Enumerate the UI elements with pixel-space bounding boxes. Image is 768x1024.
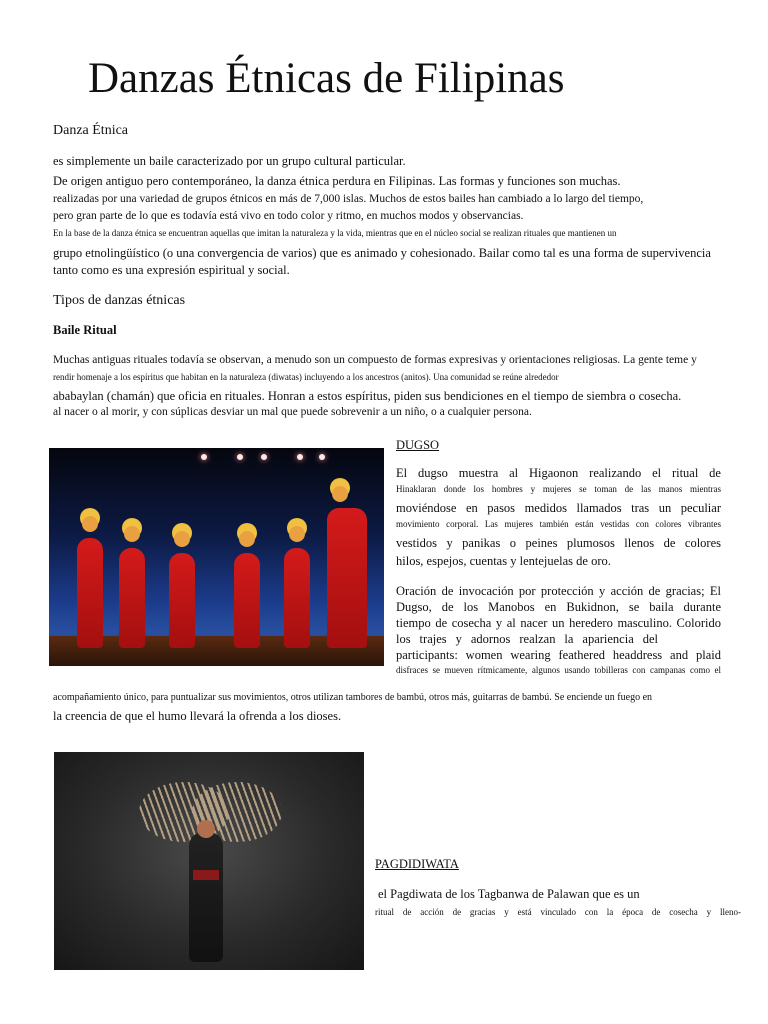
dugso-line: los trajes y adornos realzan la apariencia del bbox=[396, 632, 658, 646]
pagdidiwata-line: ritual de acción de gracias y está vinculado con la época de cosecha y lleno- bbox=[375, 907, 741, 917]
dugso-wide-line: la creencia de que el humo llevará la ofrenda a los dioses. bbox=[53, 709, 342, 723]
page-title: Danzas Étnicas de Filipinas bbox=[88, 55, 565, 102]
dugso-line: disfraces se mueven rítmicamente, algunos usando tobilleras con campanas como el bbox=[396, 665, 721, 675]
dancer bbox=[284, 548, 310, 648]
dancer bbox=[119, 548, 145, 648]
dugso-line: moviéndose en pasos medidos llamados tras un peculiar bbox=[396, 501, 721, 515]
dugso-line: movimiento corporal. Las mujeres también están vestidas con colores vibrantes bbox=[396, 519, 721, 529]
dugso-line: hilos, espejos, cuentas y lentejuelas de oro. bbox=[396, 554, 611, 568]
intro-line: De origen antiguo pero contemporáneo, la danza étnica perdura en Filipinas. Las formas y funciones son muchas. bbox=[53, 174, 621, 188]
intro-line: pero gran parte de lo que es todavía está vivo en todo color y ritmo, en muchos modos y observancias. bbox=[53, 210, 524, 222]
ritual-heading: Baile Ritual bbox=[53, 323, 117, 337]
dugso-wide-line: acompañamiento único, para puntualizar sus movimientos, otros utilizan tambores de bambú, otros más, guitarras de bambú. Se enciende un fuego en bbox=[53, 692, 653, 703]
stage-light bbox=[261, 454, 267, 460]
intro-line: tanto como es una expresión espiritual y social. bbox=[53, 263, 290, 277]
intro-line: grupo etnolingüístico (o una convergencia de varios) que es animado y cohesionado. Bailar como tal es una forma de supervivencia bbox=[53, 246, 711, 260]
ritual-line: al nacer o al morir, y con súplicas desviar un mal que puede sobrevenir a un niño, o a cualquier persona. bbox=[53, 406, 532, 418]
dugso-line: participants: women wearing feathered headdress and plaid bbox=[396, 648, 721, 662]
dancer bbox=[169, 553, 195, 648]
pagdidiwata-photo bbox=[54, 752, 364, 970]
dugso-photo bbox=[49, 448, 384, 666]
dancer-sash bbox=[193, 870, 219, 880]
dugso-line: vestidos y panikas o peines plumosos llenos de colores bbox=[396, 536, 721, 550]
pagdidiwata-line: el Pagdiwata de los Tagbanwa de Palawan que es un bbox=[378, 887, 640, 901]
intro-line: En la base de la danza étnica se encuentran aquellas que imitan la naturaleza y la vida, mientras que en el núcleo social se realizan rituales que mantienen un bbox=[53, 228, 617, 238]
section-heading-danza-etnica: Danza Étnica bbox=[53, 123, 129, 138]
dancer-figure bbox=[189, 832, 223, 962]
dancer-head bbox=[197, 820, 215, 838]
stage-light bbox=[319, 454, 325, 460]
stage-light bbox=[297, 454, 303, 460]
ritual-line: ababaylan (chamán) que oficia en rituales. Honran a estos espíritus, piden sus bendiciones en el tiempo de siembra o cosecha. bbox=[53, 389, 682, 403]
ritual-line: rendir homenaje a los espíritus que habitan en la naturaleza (diwatas) incluyendo a los ancestros (anitos). Una comunidad se reúne alrededor bbox=[53, 372, 559, 382]
dugso-line: Hinaklaran donde los hombres y mujeres se toman de las manos mientras bbox=[396, 484, 721, 494]
dancer bbox=[327, 508, 367, 648]
dugso-paragraph-2 bbox=[396, 583, 721, 676]
dugso-line: tiempo de cosecha y al nacer un heredero masculino. Colorido bbox=[396, 616, 721, 630]
dugso-heading: DUGSO bbox=[396, 438, 440, 452]
intro-line: realizadas por una variedad de grupos étnicos en más de 7,000 islas. Muchos de estos bailes han cambiado a lo largo del tiempo, bbox=[53, 193, 644, 205]
dugso-line: El dugso muestra al Higaonon realizando el ritual de bbox=[396, 466, 721, 480]
stage-light bbox=[201, 454, 207, 460]
dancer bbox=[234, 553, 260, 648]
dancer bbox=[77, 538, 103, 648]
stage-light bbox=[237, 454, 243, 460]
dugso-line: Dugso, de los Manobos en Bukidnon, se baila durante bbox=[396, 600, 721, 614]
dugso-line: Oración de invocación por protección y acción de gracias; El bbox=[396, 584, 721, 598]
pagdidiwata-heading: PAGDIDIWATA bbox=[375, 857, 459, 871]
intro-line: es simplemente un baile caracterizado por un grupo cultural particular. bbox=[53, 154, 406, 168]
dugso-paragraph-1 bbox=[396, 465, 721, 569]
section-heading-tipos: Tipos de danzas étnicas bbox=[53, 293, 186, 308]
ritual-line: Muchas antiguas rituales todavía se observan, a menudo son un compuesto de formas expresivas y orientaciones religiosas. La gente teme y bbox=[53, 354, 697, 366]
